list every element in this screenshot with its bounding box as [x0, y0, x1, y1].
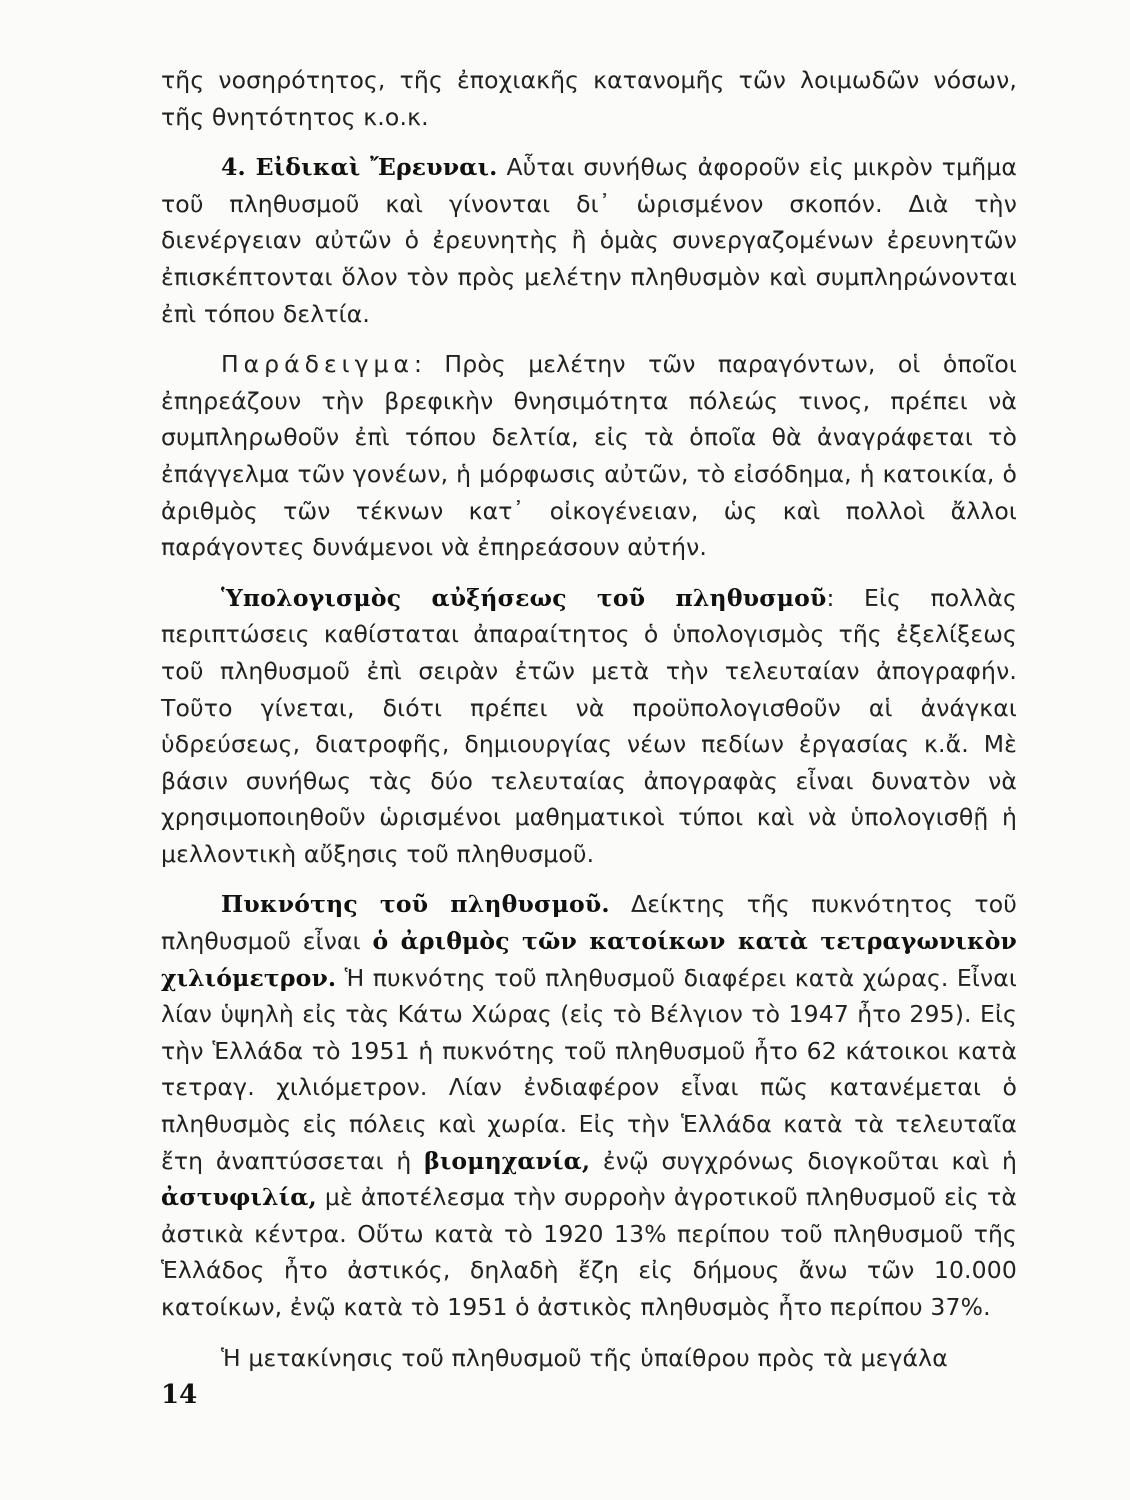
paragraph-text: : Πρὸς μελέτην τῶν παραγόντων, οἱ ὁποῖοι ἐπηρεάζουν τὴν βρεφικὴν θνησιμότητα πόλεώς τινος, πρέπει νὰ συμπληρωθοῦν ἐπὶ τόπου δελτία, εἰς τὰ ὁποῖα θὰ ἀναγράφεται τὸ ἐπάγγελμα τῶν γονέων, ἡ μόρφωσις αὐτῶν, τὸ εἰσόδημα, ἡ κατοικία, ὁ ἀριθμὸς τῶν τέκνων κατ᾽ οἰκογένειαν, ὡς καὶ πολλοὶ ἄλλοι παράγοντες δυνάμενοι νὰ ἐπηρεάσουν αὐτήν. [161, 350, 1017, 562]
term-industry: βιομηχανία, [424, 1146, 591, 1175]
paragraph-text: τῆς νοσηρότητος, τῆς ἐποχιακῆς κατανομῆς τῶν λοιμωδῶν νόσων, τῆς θνητότητος κ.ο.κ. [161, 66, 1017, 131]
paragraph-text: ἐνῷ συγχρόνως διογκοῦται καὶ ἡ [590, 1146, 1018, 1175]
paragraph-text: Ἡ μετακίνησις τοῦ πληθυσμοῦ τῆς ὑπαίθρου πρὸς τὰ μεγάλα [221, 1343, 948, 1372]
paragraph-population-density [161, 886, 1017, 1325]
section-heading: Ὑπολογισμὸς αὐξήσεως τοῦ πληθυσμοῦ [221, 583, 827, 612]
paragraph-migration [161, 1340, 1017, 1377]
paragraph-population-growth [161, 580, 1017, 873]
paragraph-text: : Εἰς πολλὰς περιπτώσεις καθίσταται ἀπαραίτητος ὁ ὑπολογισμὸς τῆς ἐξελίξεως τοῦ πληθυσμοῦ ἐπὶ σειρὰν ἐτῶν μετὰ τὴν τελευταίαν ἀπογραφήν. Τοῦτο γίνεται, διότι πρέπει νὰ προϋπολογισθοῦν αἱ ἀνάγκαι ὑδρεύσεως, διατροφῆς, δημιουργίας νέων πεδίων ἐργασίας κ.ἄ. Μὲ βάσιν συνήθως τὰς δύο τελευταίας ἀπογραφὰς εἶναι δυνατὸν νὰ χρησιμοποιηθοῦν ὡρισμένοι μαθηματικοὶ τύποι καὶ νὰ ὑπολογισθῇ ἡ μελλοντικὴ αὔξησις τοῦ πληθυσμοῦ. [161, 583, 1018, 868]
paragraph-text: Ἡ πυκνότης τοῦ πληθυσμοῦ διαφέρει κατὰ χώρας. Εἶναι λίαν ὑψηλὴ εἰς τὰς Κάτω Χώρας (εἰς τὸ Βέλγιον τὸ 1947 ἦτο 295). Εἰς τὴν Ἑλλάδα τὸ 1951 ἡ πυκνότης τοῦ πληθυσμοῦ ἦτο 62 κάτοικοι κατὰ τετραγ. χιλιόμετρον. Λίαν ἐνδιαφέρον εἶναι πῶς κατανέμεται ὁ πληθυσμὸς εἰς πόλεις καὶ χωρία. Εἰς τὴν Ἑλλάδα κατὰ τὰ τελευταῖα ἔτη ἀναπτύσσεται ἡ [161, 963, 1017, 1175]
paragraph-text: μὲ ἀποτέλεσμα τὴν συρροὴν ἀγροτικοῦ πληθυσμοῦ εἰς τὰ ἀστικὰ κέντρα. Οὕτω κατὰ τὸ 1920 13% περίπου τοῦ πληθυσμοῦ τῆς Ἑλλάδος ἦτο ἀστικός, δηλαδὴ ἔζη εἰς δήμους ἄνω τῶν 10.000 κατοίκων, ἐνῷ κατὰ τὸ 1951 ὁ ἀστικὸς πληθυσμὸς ἦτο περίπου 37%. [161, 1183, 1017, 1321]
paragraph-example [161, 346, 1017, 566]
section-heading: 4. Εἰδικαὶ Ἔρευναι. [221, 153, 498, 182]
page-body [161, 62, 1017, 1376]
term-urbanization: ἀστυφιλία, [161, 1183, 317, 1212]
paragraph-special-research [161, 149, 1017, 332]
section-heading: Πυκνότης τοῦ πληθυσμοῦ. [221, 890, 610, 919]
paragraph-text: Δείκτης τῆς πυκνότητος τοῦ πληθυσμοῦ εἶναι [161, 890, 1017, 956]
paragraph-continuation [161, 62, 1017, 135]
paragraph-text: Αὗται συνήθως ἀφοροῦν εἰς μικρὸν τμῆμα τοῦ πληθυσμοῦ καὶ γίνονται δι᾽ ὡρισμένον σκοπόν. Διὰ τὴν διενέργειαν αὐτῶν ὁ ἐρευνητὴς ἢ ὁμὰς συνεργαζομένων ἐρευνητῶν ἐπισκέπτονται ὅλον τὸν πρὸς μελέτην πληθυσμὸν καὶ συμπληρώνονται ἐπὶ τόπου δελτία. [161, 153, 1017, 328]
density-definition: ὁ ἀριθμὸς τῶν κατοίκων κατὰ τετραγωνικὸν χιλιόμετρον. [161, 927, 1017, 992]
page-number: 14 [161, 1380, 198, 1410]
example-label: Παράδειγμα [221, 350, 414, 379]
